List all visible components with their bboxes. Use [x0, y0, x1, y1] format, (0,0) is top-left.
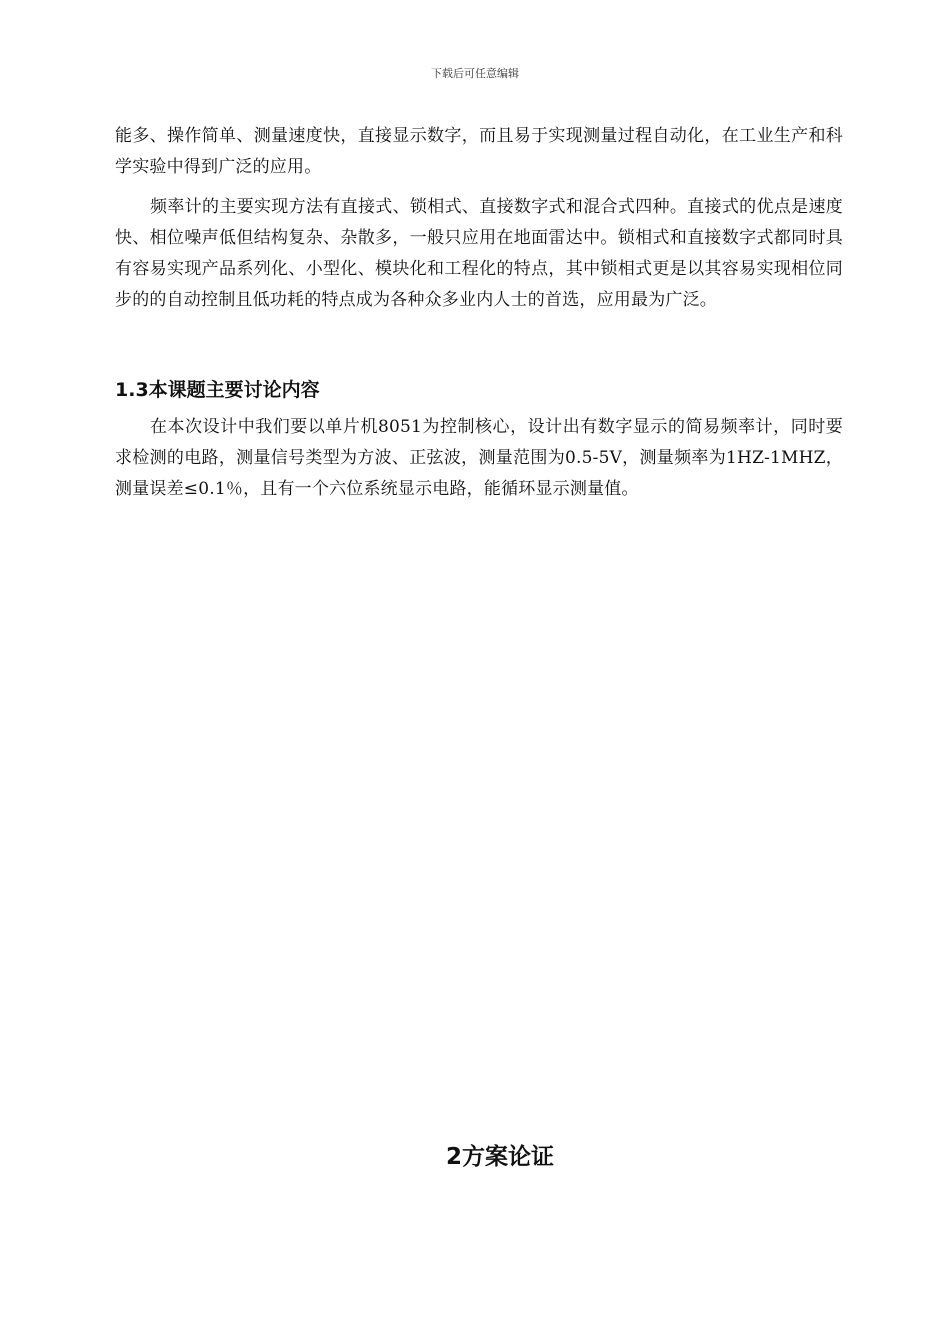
body-paragraph-2: 频率计的主要实现方法有直接式、锁相式、直接数字式和混合式四种。直接式的优点是速度快、相位噪声低但结构复杂、杂散多，一般只应用在地面雷达中。锁相式和直接数字式都同时具有容易实现产品系列化、小型化、模块化和工程化的特点，其中锁相式更是以其容易实现相位同步的的自动控制且低功耗的特点成为各种众多业内人士的首选，应用最为广泛。 — [115, 197, 843, 310]
body-paragraph-3: 在本次设计中我们要以单片机8051为控制核心，设计出有数字显示的简易频率计，同时要求检测的电路，测量信号类型为方波、正弦波，测量范围为0.5-5V，测量频率为1HZ-1MHZ，测量误差≤0.1％，且有一个六位系统显示电路，能循环显示测量值。 — [115, 417, 843, 499]
section-heading: 1.3本课题主要讨论内容 — [115, 379, 320, 401]
page-header: 下载后可任意编辑 — [431, 67, 519, 80]
body-paragraph-1: 能多、操作简单、测量速度快，直接显示数字，而且易于实现测量过程自动化，在工业生产和科学实验中得到广泛的应用。 — [115, 126, 843, 177]
chapter-heading: 2方案论证 — [445, 1144, 554, 1170]
